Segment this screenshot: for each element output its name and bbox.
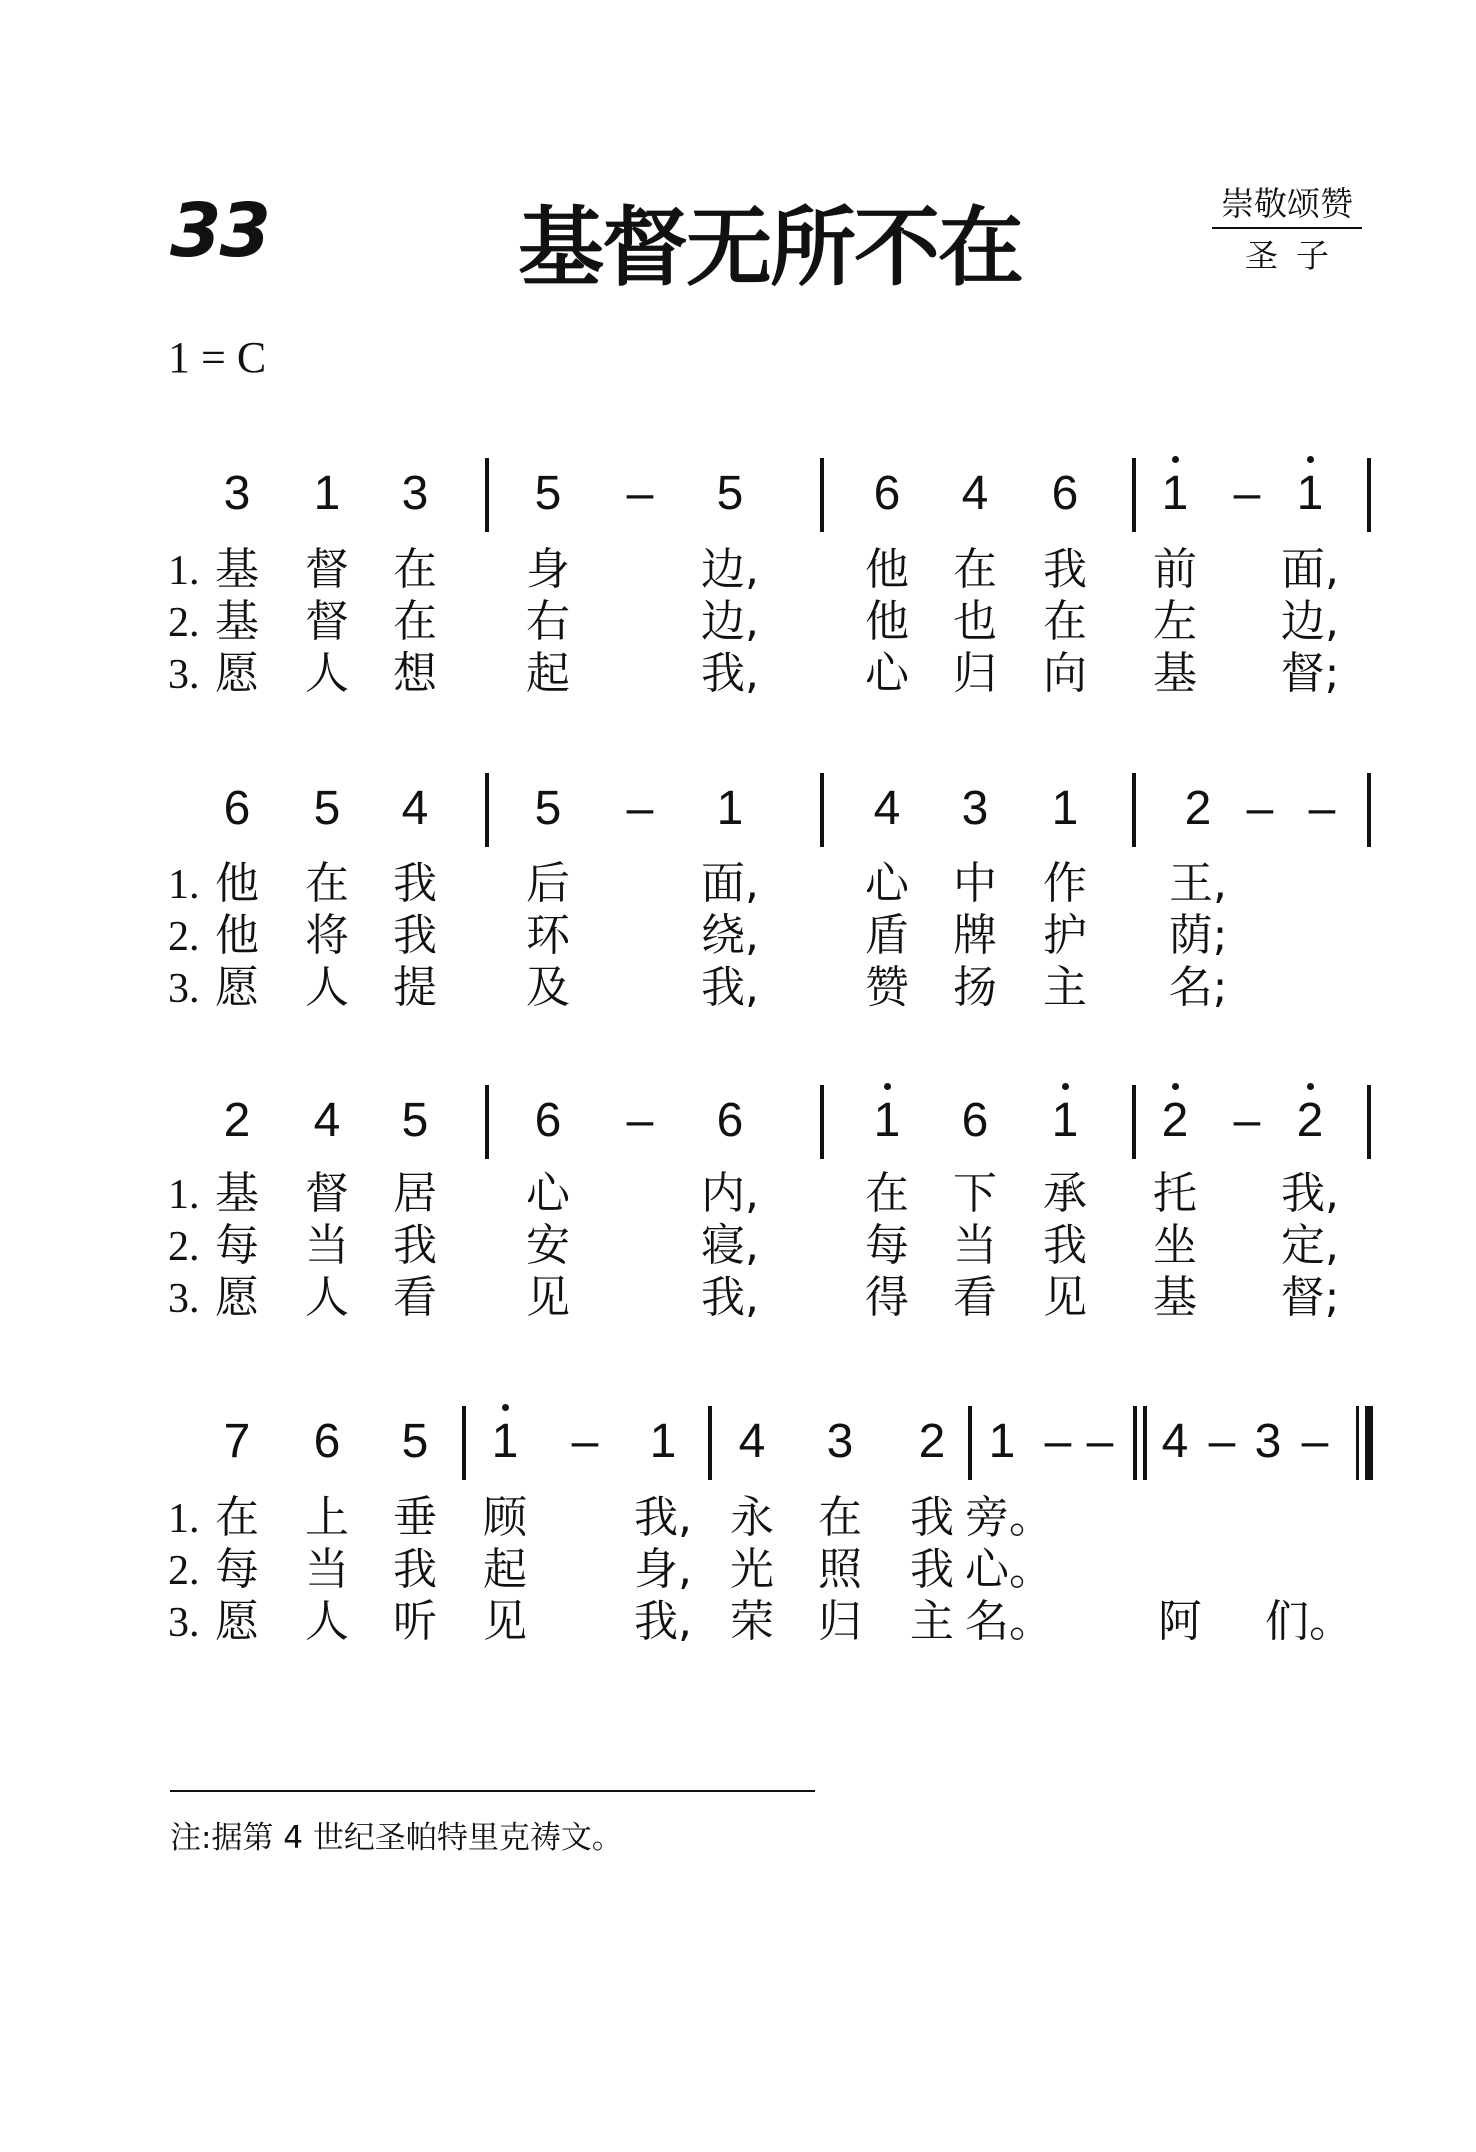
note: – <box>1246 782 1274 835</box>
lyric-word: 面, <box>1281 544 1339 595</box>
note: 1 <box>1296 467 1324 520</box>
lyric-word: 我 <box>393 1544 437 1595</box>
lyric-word: 督 <box>305 596 349 647</box>
note: 1 <box>1161 467 1189 520</box>
note: 5 <box>534 467 562 520</box>
barline <box>708 1406 712 1480</box>
lyric-word: 我, <box>701 962 759 1013</box>
lyric-word: 基 <box>215 1168 259 1219</box>
barline <box>1132 1085 1136 1159</box>
lyric-word: 安 <box>526 1220 570 1271</box>
lyric-word: 身 <box>526 544 570 595</box>
barline <box>820 1085 824 1159</box>
lyric-word: 我 <box>393 1220 437 1271</box>
note: 4 <box>401 782 429 835</box>
note: – <box>626 1094 654 1147</box>
lyric-word: 督 <box>305 544 349 595</box>
octave-dot <box>1307 456 1314 463</box>
verse-number: 3. <box>168 966 200 1012</box>
note: 1 <box>873 1094 901 1147</box>
lyric-word: 边, <box>701 596 759 647</box>
lyric-word: 永 <box>730 1492 774 1543</box>
octave-dot <box>1307 1083 1314 1090</box>
note: – <box>1301 1415 1329 1468</box>
lyric-word: 我 <box>1043 544 1087 595</box>
lyric-word: 心 <box>526 1168 570 1219</box>
note: 2 <box>1296 1094 1324 1147</box>
note: 5 <box>401 1415 429 1468</box>
lyric-word: 定, <box>1281 1220 1339 1271</box>
note: – <box>1208 1415 1236 1468</box>
lyric-word: 见 <box>483 1596 527 1647</box>
octave-dot <box>884 1083 891 1090</box>
key-signature: 1 = C <box>168 333 267 382</box>
lyric-word: 在 <box>305 858 349 909</box>
footnote: 注:据第 4 世纪圣帕特里克祷文。 <box>170 1820 623 1856</box>
note: 1 <box>313 467 341 520</box>
lyric-word: 他 <box>215 910 259 961</box>
octave-dot <box>502 1404 509 1411</box>
octave-dot <box>1172 1083 1179 1090</box>
verse-number: 2. <box>168 600 200 646</box>
lyric-word: 在 <box>1043 596 1087 647</box>
verse-number: 1. <box>168 548 200 594</box>
barline <box>485 773 489 847</box>
lyric-word: 基 <box>215 596 259 647</box>
lyric-word: 基 <box>1153 648 1197 699</box>
lyric-word: 主 <box>1043 962 1087 1013</box>
note: 6 <box>313 1415 341 1468</box>
note: 2 <box>1161 1094 1189 1147</box>
lyric-word: 愿 <box>215 1272 259 1323</box>
lyric-word: 基 <box>1153 1272 1197 1323</box>
lyric-word: 环 <box>526 910 570 961</box>
note: 5 <box>716 467 744 520</box>
note: 2 <box>1184 782 1212 835</box>
lyric-word: 顾 <box>483 1492 527 1543</box>
lyric-word: 护 <box>1043 910 1087 961</box>
lyric-word: 前 <box>1153 544 1197 595</box>
note: 3 <box>826 1415 854 1468</box>
note: 6 <box>534 1094 562 1147</box>
lyric-word: 阿 <box>1158 1596 1202 1647</box>
verse-number: 1. <box>168 1172 200 1218</box>
lyric-word: 荫; <box>1168 910 1228 961</box>
final-barline <box>1356 1406 1359 1480</box>
lyric-word: 见 <box>1043 1272 1087 1323</box>
note: 4 <box>1161 1415 1189 1468</box>
lyric-word: 看 <box>393 1272 437 1323</box>
lyric-word: 归 <box>818 1596 862 1647</box>
note: 6 <box>223 782 251 835</box>
note: 1 <box>1051 1094 1079 1147</box>
octave-dot <box>1062 1083 1069 1090</box>
lyric-word: 荣 <box>730 1596 774 1647</box>
barline <box>485 1085 489 1159</box>
lyric-word: 在 <box>953 544 997 595</box>
lyric-word: 愿 <box>215 648 259 699</box>
note: 4 <box>961 467 989 520</box>
final-barline <box>1365 1406 1373 1480</box>
lyric-word: 我, <box>634 1492 692 1543</box>
lyric-word: 想 <box>393 648 437 699</box>
lyric-word: 见 <box>526 1272 570 1323</box>
note: 3 <box>401 467 429 520</box>
lyric-word: 居 <box>393 1168 437 1219</box>
lyric-word: 及 <box>526 962 570 1013</box>
lyric-word: 当 <box>305 1220 349 1271</box>
lyric-word: 中 <box>953 858 997 909</box>
lyric-word: 边, <box>701 544 759 595</box>
note: 5 <box>401 1094 429 1147</box>
note: 1 <box>1051 782 1079 835</box>
lyric-word: 我, <box>701 648 759 699</box>
lyric-word: 身, <box>634 1544 692 1595</box>
lyric-word: 在 <box>865 1168 909 1219</box>
verse-number: 1. <box>168 862 200 908</box>
category-label: 崇敬颂赞 <box>1212 178 1362 229</box>
lyric-word: 心。 <box>965 1544 1053 1595</box>
lyric-word: 寝, <box>701 1220 759 1271</box>
lyric-word: 他 <box>865 596 909 647</box>
double-barline <box>1143 1406 1147 1480</box>
note: 6 <box>961 1094 989 1147</box>
lyric-word: 左 <box>1153 596 1197 647</box>
lyric-word: 作 <box>1043 858 1087 909</box>
note: 2 <box>223 1094 251 1147</box>
note: 3 <box>223 467 251 520</box>
lyric-word: 上 <box>305 1492 349 1543</box>
barline <box>1367 773 1371 847</box>
barline <box>1132 773 1136 847</box>
barline <box>968 1406 972 1480</box>
lyric-word: 们。 <box>1265 1596 1353 1647</box>
lyric-word: 名; <box>1168 962 1228 1013</box>
lyric-word: 每 <box>215 1220 259 1271</box>
lyric-word: 得 <box>865 1272 909 1323</box>
lyric-word: 看 <box>953 1272 997 1323</box>
lyric-word: 愿 <box>215 962 259 1013</box>
note: 1 <box>716 782 744 835</box>
note: 4 <box>738 1415 766 1468</box>
lyric-word: 我 <box>393 910 437 961</box>
lyric-word: 右 <box>526 596 570 647</box>
lyric-word: 内, <box>701 1168 759 1219</box>
lyric-word: 我, <box>701 1272 759 1323</box>
lyric-word: 旁。 <box>965 1492 1053 1543</box>
verse-number: 2. <box>168 1548 200 1594</box>
note: 1 <box>649 1415 677 1468</box>
lyric-word: 王, <box>1169 858 1227 909</box>
lyric-word: 人 <box>305 1596 349 1647</box>
lyric-word: 我 <box>393 858 437 909</box>
note: – <box>1086 1415 1114 1468</box>
lyric-word: 当 <box>305 1544 349 1595</box>
note: 5 <box>313 782 341 835</box>
subcategory-label: 圣子 <box>1245 236 1347 275</box>
lyric-word: 心 <box>865 648 909 699</box>
verse-number: 3. <box>168 1276 200 1322</box>
footnote-rule <box>170 1790 815 1792</box>
barline <box>1367 458 1371 532</box>
note: – <box>1233 467 1261 520</box>
lyric-word: 边, <box>1281 596 1339 647</box>
verse-number: 3. <box>168 1600 200 1646</box>
note: 3 <box>961 782 989 835</box>
lyric-word: 后 <box>526 858 570 909</box>
barline <box>462 1406 466 1480</box>
lyric-word: 名。 <box>965 1596 1053 1647</box>
lyric-word: 人 <box>305 648 349 699</box>
lyric-word: 绕, <box>701 910 759 961</box>
lyric-word: 他 <box>865 544 909 595</box>
lyric-word: 向 <box>1043 648 1087 699</box>
note: 6 <box>1051 467 1079 520</box>
note: – <box>1044 1415 1072 1468</box>
verse-number: 1. <box>168 1496 200 1542</box>
barline <box>820 773 824 847</box>
lyric-word: 坐 <box>1153 1220 1197 1271</box>
verse-number: 2. <box>168 1224 200 1270</box>
lyric-word: 起 <box>526 648 570 699</box>
note: – <box>626 467 654 520</box>
lyric-word: 盾 <box>865 910 909 961</box>
lyric-word: 督 <box>305 1168 349 1219</box>
lyric-word: 听 <box>393 1596 437 1647</box>
lyric-word: 人 <box>305 1272 349 1323</box>
note: 6 <box>873 467 901 520</box>
note: – <box>626 782 654 835</box>
lyric-word: 我 <box>1043 1220 1087 1271</box>
lyric-word: 下 <box>953 1168 997 1219</box>
lyric-word: 督; <box>1280 648 1340 699</box>
hymn-number: 33 <box>170 188 269 274</box>
lyric-word: 将 <box>305 910 349 961</box>
lyric-word: 我, <box>634 1596 692 1647</box>
note: – <box>571 1415 599 1468</box>
note: 5 <box>534 782 562 835</box>
lyric-word: 当 <box>953 1220 997 1271</box>
lyric-word: 我 <box>910 1544 954 1595</box>
note: 4 <box>873 782 901 835</box>
lyric-word: 托 <box>1153 1168 1197 1219</box>
barline <box>820 458 824 532</box>
note: – <box>1233 1094 1261 1147</box>
lyric-word: 也 <box>953 596 997 647</box>
lyric-word: 面, <box>701 858 759 909</box>
lyric-word: 归 <box>953 648 997 699</box>
lyric-word: 督; <box>1280 1272 1340 1323</box>
lyric-word: 心 <box>865 858 909 909</box>
lyric-word: 在 <box>393 544 437 595</box>
note: 1 <box>491 1415 519 1468</box>
hymn-title: 基督无所不在 <box>518 198 1022 298</box>
note: 6 <box>716 1094 744 1147</box>
lyric-word: 照 <box>818 1544 862 1595</box>
lyric-word: 在 <box>393 596 437 647</box>
lyric-word: 承 <box>1043 1168 1087 1219</box>
lyric-word: 每 <box>215 1544 259 1595</box>
note: – <box>1308 782 1336 835</box>
lyric-word: 起 <box>483 1544 527 1595</box>
lyric-word: 赞 <box>865 962 909 1013</box>
lyric-word: 牌 <box>953 910 997 961</box>
lyric-word: 每 <box>865 1220 909 1271</box>
barline <box>1367 1085 1371 1159</box>
note: 2 <box>918 1415 946 1468</box>
lyric-word: 主 <box>910 1596 954 1647</box>
lyric-word: 扬 <box>953 962 997 1013</box>
double-barline <box>1133 1406 1137 1480</box>
verse-number: 3. <box>168 652 200 698</box>
note: 7 <box>223 1415 251 1468</box>
octave-dot <box>1172 456 1179 463</box>
lyric-word: 基 <box>215 544 259 595</box>
lyric-word: 愿 <box>215 1596 259 1647</box>
lyric-word: 他 <box>215 858 259 909</box>
lyric-word: 在 <box>215 1492 259 1543</box>
lyric-word: 光 <box>730 1544 774 1595</box>
lyric-word: 垂 <box>393 1492 437 1543</box>
lyric-word: 在 <box>818 1492 862 1543</box>
barline <box>485 458 489 532</box>
note: 1 <box>988 1415 1016 1468</box>
note: 3 <box>1254 1415 1282 1468</box>
note: 4 <box>313 1094 341 1147</box>
lyric-word: 人 <box>305 962 349 1013</box>
verse-number: 2. <box>168 914 200 960</box>
lyric-word: 提 <box>393 962 437 1013</box>
lyric-word: 我, <box>1281 1168 1339 1219</box>
barline <box>1132 458 1136 532</box>
lyric-word: 我 <box>910 1492 954 1543</box>
